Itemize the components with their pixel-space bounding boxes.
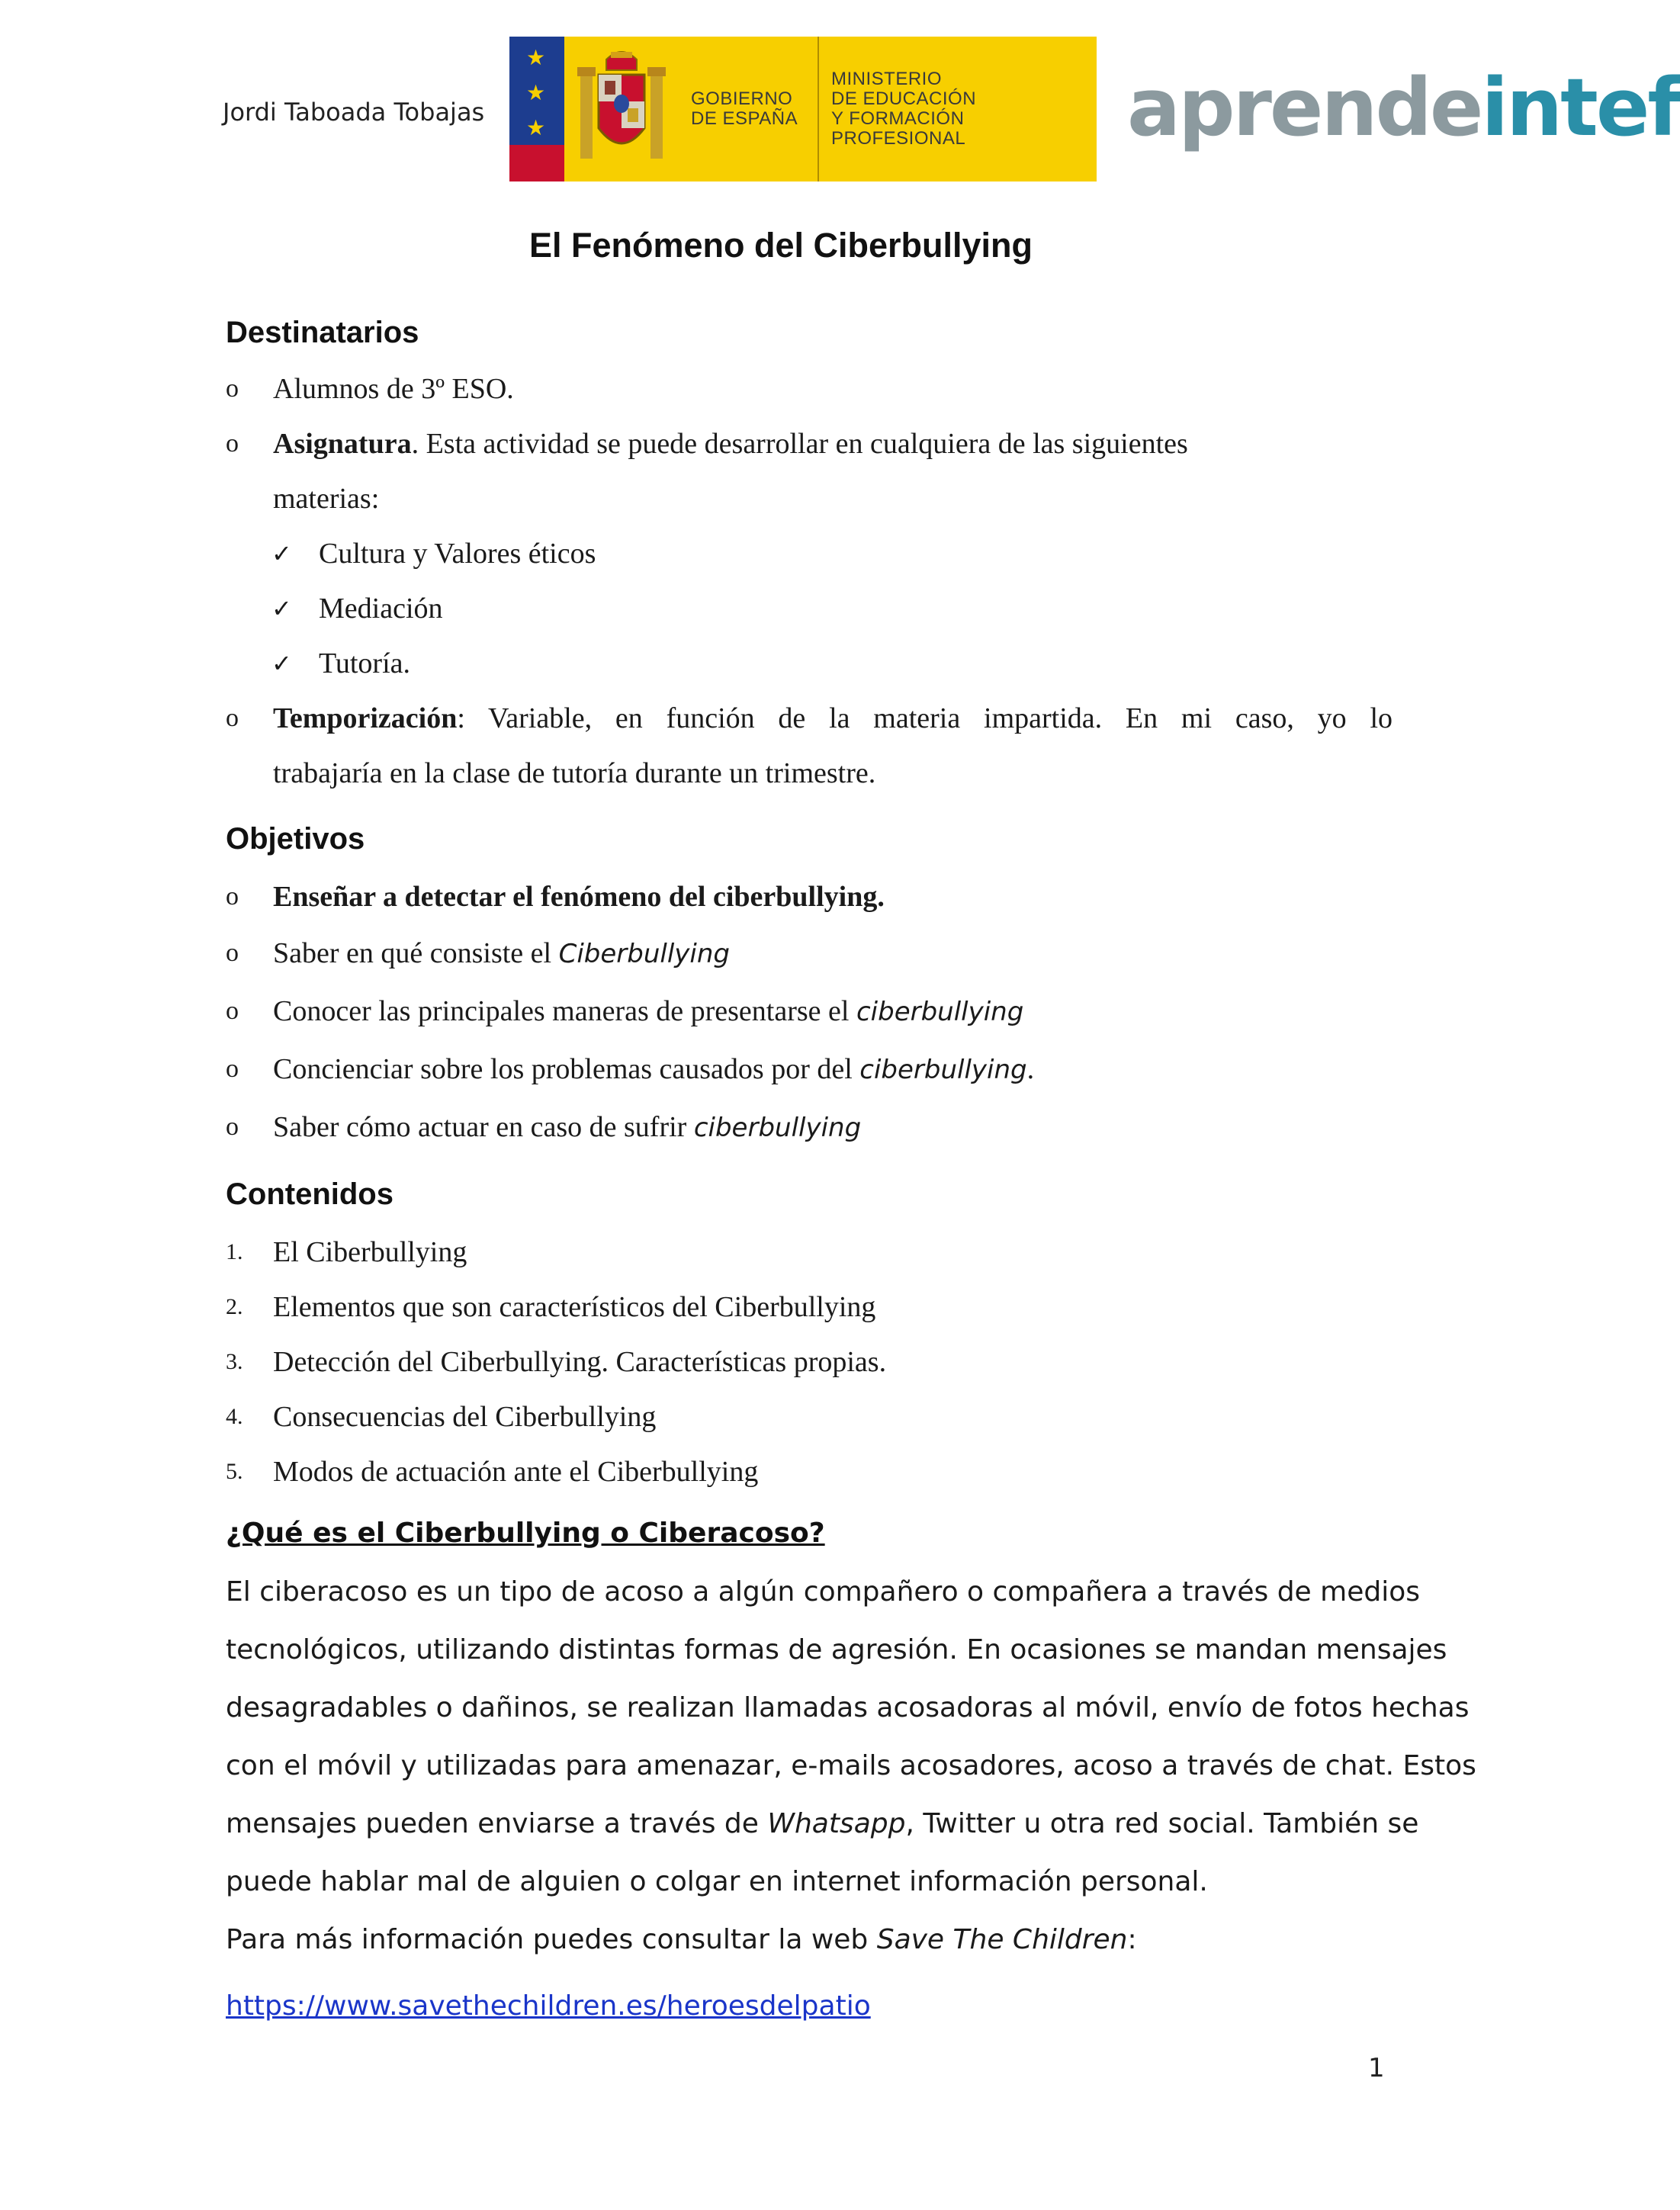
text-segment: mensajes pueden enviarse a través de <box>226 1808 768 1839</box>
page-number: 1 <box>1368 2053 1385 2083</box>
spain-coat-of-arms-icon <box>564 37 679 181</box>
bullet-marker: o <box>226 429 239 458</box>
paragraph-line <box>226 1807 1419 1841</box>
item-text: El Ciberbullying <box>273 1236 467 1268</box>
gobierno-espana-label: GOBIERNO DE ESPAÑA <box>691 88 798 129</box>
item-italic-term: ciberbullying <box>693 1113 862 1143</box>
item-text: Alumnos de 3º ESO. <box>273 373 514 405</box>
item-text-end: . <box>1026 1053 1035 1085</box>
subject-label: Mediación <box>319 593 443 625</box>
item-number: 1. <box>226 1239 243 1264</box>
logo-part-intef: intef <box>1481 61 1680 154</box>
item-number: 4. <box>226 1404 243 1429</box>
item-italic-term: Ciberbullying <box>558 939 730 969</box>
checkmark-icon: ✓ <box>271 594 292 623</box>
bullet-marker: o <box>226 882 239 911</box>
item-italic-term: ciberbullying <box>856 997 1024 1027</box>
bullet-marker: o <box>226 1055 239 1083</box>
bullet-marker: o <box>226 374 239 403</box>
item-text: Consecuencias del Ciberbullying <box>273 1401 657 1433</box>
document-title: El Fenómeno del Ciberbullying <box>528 226 1033 265</box>
checkmark-icon: ✓ <box>271 649 292 678</box>
item-number: 3. <box>226 1349 243 1374</box>
paragraph-line: con el móvil y utilizadas para amenazar, e-mails acosadores, acoso a través de chat. Estos <box>226 1750 1476 1781</box>
bullet-marker: o <box>226 939 239 967</box>
bullet-marker: o <box>226 997 239 1025</box>
item-text: Modos de actuación ante el Ciberbullying <box>273 1456 759 1488</box>
item-bold-label: Asignatura <box>273 428 412 460</box>
ministerio-label: MINISTERIO DE EDUCACIÓN Y FORMACIÓN PROFESIONAL <box>818 37 1097 181</box>
item-text: Elementos que son característicos del Ciberbullying <box>273 1291 876 1323</box>
item-text: Detección del Ciberbullying. Características propias. <box>273 1346 887 1378</box>
bullet-marker: o <box>226 704 239 732</box>
bullet-marker: o <box>226 1113 239 1141</box>
heading-contenidos: Contenidos <box>226 1177 393 1211</box>
paragraph-line: tecnológicos, utilizando distintas formas de agresión. En ocasiones se mandan mensajes <box>226 1634 1447 1666</box>
italic-term: Whatsapp <box>767 1808 906 1839</box>
heading-destinatarios: Destinatarios <box>226 316 419 349</box>
item-text: Saber cómo actuar en caso de sufrir <box>273 1111 694 1143</box>
heading-que-es: ¿Qué es el Ciberbullying o Ciberacoso? <box>226 1518 825 1549</box>
item-text: materias: <box>273 483 380 515</box>
subject-label: Tutoría. <box>319 647 411 679</box>
item-italic-term: ciberbullying <box>859 1055 1027 1085</box>
item-text: . Esta actividad se puede desarrollar en cualquiera de las siguientes <box>411 428 1188 460</box>
item-text: Saber en qué consiste el <box>273 937 559 969</box>
item-number: 5. <box>226 1459 243 1484</box>
author-name: Jordi Taboada Tobajas <box>223 98 485 127</box>
item-text: Concienciar sobre los problemas causados por del <box>273 1053 860 1085</box>
checkmark-icon: ✓ <box>271 539 292 568</box>
logo-part-aprende: aprende <box>1127 61 1482 154</box>
paragraph-line: desagradables o dañinos, se realizan llamadas acosadoras al móvil, envío de fotos hechas <box>226 1692 1470 1723</box>
heading-objetivos: Objetivos <box>226 822 365 856</box>
item-text: Conocer las principales maneras de presentarse el <box>273 995 856 1027</box>
text-segment: : <box>1127 1924 1137 1955</box>
item-number: 2. <box>226 1294 243 1319</box>
paragraph-line: puede hablar mal de alguien o colgar en internet información personal. <box>226 1866 1208 1897</box>
paragraph-line <box>226 1923 1389 1957</box>
eu-flag-icon: ★ ★ ★ <box>509 37 564 181</box>
text-segment: , Twitter u otra red social. También se <box>905 1808 1419 1839</box>
text-segment: Para más información puedes consultar la web <box>226 1924 877 1955</box>
item-text: : Variable, en función de la materia impartida. En mi caso, yo lo <box>457 702 1393 734</box>
item-text: trabajaría en la clase de tutoría durante un trimestre. <box>273 757 876 789</box>
paragraph-line: El ciberacoso es un tipo de acoso a algún compañero o compañera a través de medios <box>226 1576 1420 1608</box>
subject-label: Cultura y Valores éticos <box>319 538 596 570</box>
government-banner <box>509 37 1097 181</box>
aprende-intef-logo <box>1127 61 1680 154</box>
save-the-children-link[interactable]: https://www.savethechildren.es/heroesdelpatio <box>226 1990 871 2022</box>
italic-term: Save The Children <box>876 1924 1128 1955</box>
item-text: Enseñar a detectar el fenómeno del ciberbullying. <box>273 881 885 913</box>
item-bold-label: Temporización <box>273 702 458 734</box>
